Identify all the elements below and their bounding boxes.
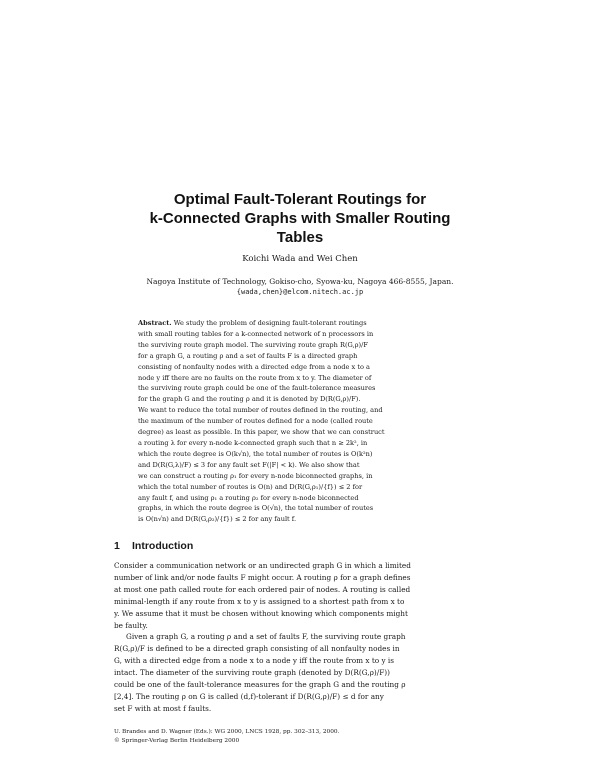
title-line-1: Optimal Fault-Tolerant Routings for: [173, 191, 427, 208]
body-line: set F with at most f faults.: [114, 703, 212, 713]
body-line: G, with a directed edge from a node x to a node y iff the route from x to y is: [114, 656, 395, 666]
abstract: [138, 318, 462, 525]
body-line: R(G,ρ)/F is defined to be a directed graph consisting of all nonfaulty nodes in: [114, 644, 400, 654]
body-text: [114, 560, 490, 715]
abstract-line: we can construct a routing ρ₁ for every n-node biconnected graphs, in: [138, 471, 373, 480]
abstract-line: is O(n√n) and D(R(G,ρ₂)/{f}) ≤ 2 for any fault f.: [138, 515, 297, 524]
body-line: number of link and/or node faults F might occur. A routing ρ for a graph defines: [114, 572, 411, 582]
abstract-line: Abstract. We study the problem of designing fault-tolerant routings: [138, 319, 367, 327]
abstract-line: graphs, in which the route degree is O(√n), the total number of routes: [138, 504, 374, 513]
body-line: intact. The diameter of the surviving route graph (denoted by D(R(G,ρ)/F)): [114, 668, 390, 678]
abstract-line: for a graph G, a routing ρ and a set of faults F is a directed graph: [138, 351, 358, 360]
abstract-line: which the total number of routes is O(n) and D(R(G,ρ₁)/{f}) ≤ 2 for: [138, 482, 363, 491]
abstract-line: with small routing tables for a k-connected network of n processors in: [138, 329, 374, 338]
abstract-line: the maximum of the number of routes defined for a node (called route: [138, 417, 373, 426]
affiliation: [80, 276, 520, 298]
abstract-heading: Abstract.: [138, 319, 172, 327]
title-line-3: Tables: [276, 229, 324, 246]
abstract-line: the surviving route graph model. The surviving route graph R(G,ρ)/F: [138, 340, 368, 349]
abstract-line: consisting of nonfaulty nodes with a directed edge from a node x to a: [138, 362, 370, 371]
paper-title: [100, 190, 500, 247]
footer-citation: U. Brandes and D. Wagner (Eds.): WG 2000, LNCS 1928, pp. 302–313, 2000.: [114, 729, 340, 735]
abstract-line: any fault f, and using ρ₁ a routing ρ₂ for every n-node biconnected: [138, 493, 359, 502]
abstract-line: We want to reduce the total number of routes defined in the routing, and: [138, 406, 383, 415]
body-line: minimal-length if any route from x to y is assigned to a shortest path from x to: [114, 596, 405, 606]
abstract-line: and D(R(G,λ)/F) ≤ 3 for any fault set F(|F| < k). We also show that: [138, 460, 360, 469]
copyright-footer: [114, 728, 494, 745]
body-line: Consider a communication network or an undirected graph G in which a limited: [114, 561, 411, 570]
abstract-line: for the graph G and the routing ρ and it is denoted by D(R(G,ρ)/F).: [138, 395, 361, 404]
abstract-line: a routing λ for every n-node k-connected graph such that n ≥ 2k², in: [138, 438, 368, 447]
body-line: y. We assume that it must be chosen without knowing which components might: [114, 608, 408, 618]
affiliation-address: Nagoya Institute of Technology, Gokiso-cho, Syowa-ku, Nagoya 466-8555, Japan.: [146, 277, 454, 286]
footer-copyright: © Springer-Verlag Berlin Heidelberg 2000: [114, 737, 240, 744]
body-line: could be one of the fault-tolerance measures for the graph G and the routing ρ: [114, 680, 406, 690]
author-email: {wada,chen}@elcom.nitech.ac.jp: [236, 288, 364, 296]
section-heading: [114, 540, 494, 552]
abstract-line: node y iff there are no faults on the route from x to y. The diameter of: [138, 373, 372, 382]
body-line: at most one path called route for each ordered pair of nodes. A routing is called: [114, 584, 411, 594]
abstract-line: the surviving route graph could be one of the fault-tolerance measures: [138, 384, 376, 393]
body-line: Given a graph G, a routing ρ and a set of faults F, the surviving route graph: [126, 632, 406, 642]
body-line: [2,4]. The routing ρ on G is called (d,f)-tolerant if D(R(G,ρ)/F) ≤ d for any: [114, 691, 384, 701]
author-names: Koichi Wada and Wei Chen: [242, 254, 358, 264]
section-title: Introduction: [132, 540, 194, 552]
title-line-2: k-Connected Graphs with Smaller Routing: [149, 210, 451, 227]
section-number: 1: [114, 540, 120, 552]
abstract-line: degree) as least as possible. In this paper, we show that we can construct: [138, 428, 385, 437]
body-line: be faulty.: [114, 620, 148, 630]
abstract-line: which the route degree is O(k√n), the total number of routes is O(k²n): [138, 449, 373, 458]
